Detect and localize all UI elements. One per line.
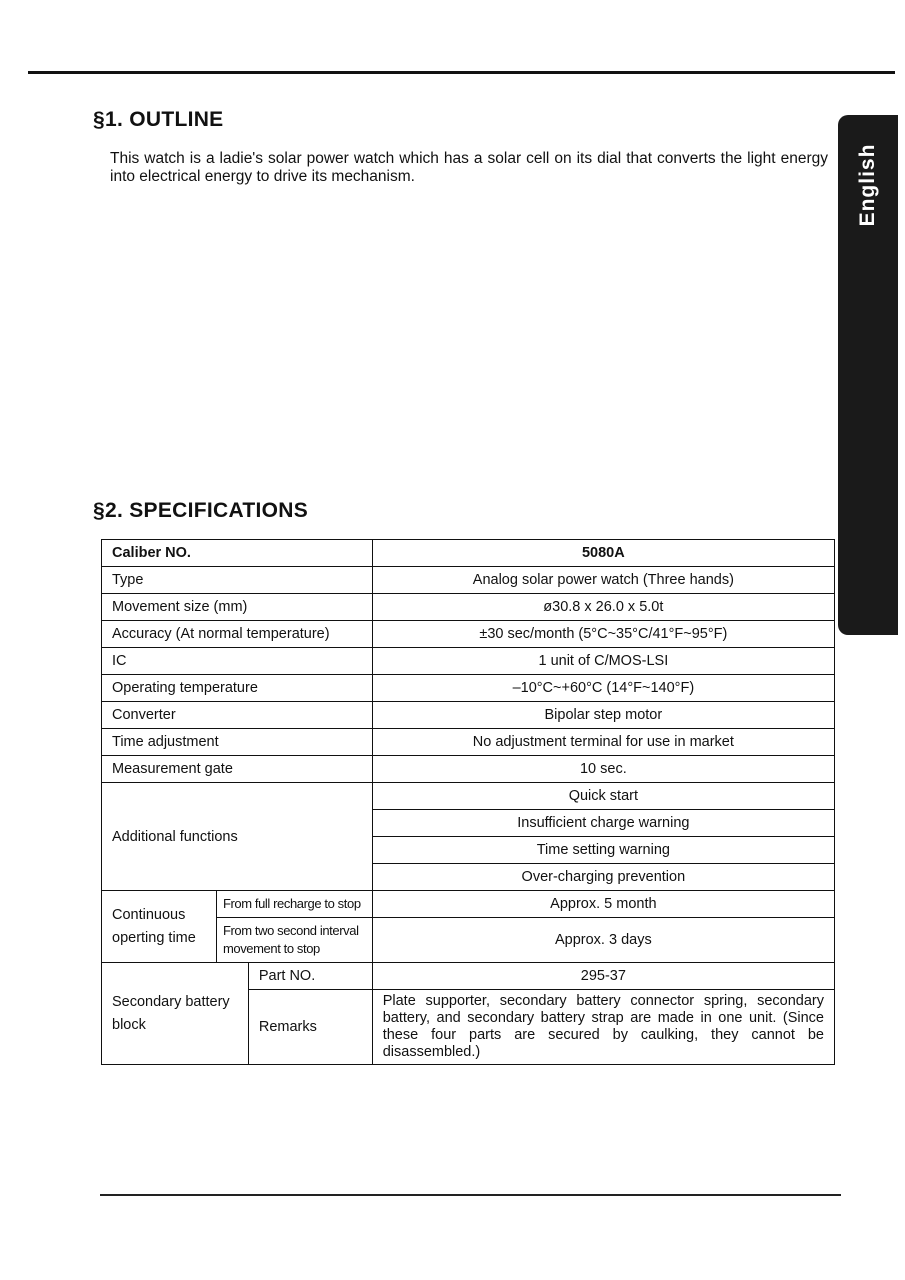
spec-label: Accuracy (At normal temperature) xyxy=(102,621,373,648)
additional-function-item: Quick start xyxy=(372,783,834,810)
spec-label: Time adjustment xyxy=(102,729,373,756)
table-row xyxy=(102,648,835,675)
table-row xyxy=(102,567,835,594)
continuous-value: Approx. 5 month xyxy=(372,891,834,918)
table-row xyxy=(102,756,835,783)
spec-value: No adjustment terminal for use in market xyxy=(372,729,834,756)
continuous-value: Approx. 3 days xyxy=(372,918,834,963)
caliber-value: 5080A xyxy=(372,540,834,567)
spec-value: Bipolar step motor xyxy=(372,702,834,729)
table-row xyxy=(102,621,835,648)
additional-functions-label: Additional functions xyxy=(102,783,373,891)
table-row xyxy=(102,963,835,990)
continuous-operating-time-label: Continuous operting time xyxy=(102,891,217,963)
additional-function-item: Over-charging prevention xyxy=(372,864,834,891)
spec-label: IC xyxy=(102,648,373,675)
secondary-battery-block-label: Secondary battery block xyxy=(102,963,249,1065)
additional-function-item: Insufficient charge warning xyxy=(372,810,834,837)
specifications-heading: §2. SPECIFICATIONS xyxy=(93,499,309,522)
specifications-table xyxy=(101,539,835,1065)
table-row xyxy=(102,783,835,810)
part-number-label: Part NO. xyxy=(248,963,372,990)
remarks-value: Plate supporter, secondary battery connector spring, secondary battery, and secondary battery strap are made in one unit. (Since these four parts are secured by caulking, they cannot be disassembled.) xyxy=(372,990,834,1065)
caliber-label: Caliber NO. xyxy=(102,540,373,567)
table-row xyxy=(102,594,835,621)
spec-value: –10°C~+60°C (14°F~140°F) xyxy=(372,675,834,702)
continuous-sub-label: From full recharge to stop xyxy=(216,891,372,918)
language-tab xyxy=(838,115,898,635)
spec-label: Measurement gate xyxy=(102,756,373,783)
continuous-sub-label: From two second interval movement to stop xyxy=(216,918,372,963)
table-row xyxy=(102,729,835,756)
spec-value: ø30.8 x 26.0 x 5.0t xyxy=(372,594,834,621)
table-row xyxy=(102,702,835,729)
top-rule xyxy=(28,71,895,74)
remarks-label: Remarks xyxy=(248,990,372,1065)
language-tab-label: English xyxy=(856,143,879,227)
spec-value: 10 sec. xyxy=(372,756,834,783)
additional-function-item: Time setting warning xyxy=(372,837,834,864)
outline-heading: §1. OUTLINE xyxy=(93,108,224,131)
table-row xyxy=(102,675,835,702)
bottom-rule xyxy=(100,1194,841,1196)
table-row xyxy=(102,891,835,918)
spec-label: Type xyxy=(102,567,373,594)
table-row xyxy=(102,540,835,567)
part-number-value: 295-37 xyxy=(372,963,834,990)
spec-value: ±30 sec/month (5°C~35°C/41°F~95°F) xyxy=(372,621,834,648)
spec-label: Movement size (mm) xyxy=(102,594,373,621)
spec-label: Converter xyxy=(102,702,373,729)
outline-paragraph: This watch is a ladie's solar power watch which has a solar cell on its dial that converts the light energy into electrical energy to drive its mechanism. xyxy=(110,150,828,185)
spec-value: 1 unit of C/MOS-LSI xyxy=(372,648,834,675)
spec-label: Operating temperature xyxy=(102,675,373,702)
spec-value: Analog solar power watch (Three hands) xyxy=(372,567,834,594)
